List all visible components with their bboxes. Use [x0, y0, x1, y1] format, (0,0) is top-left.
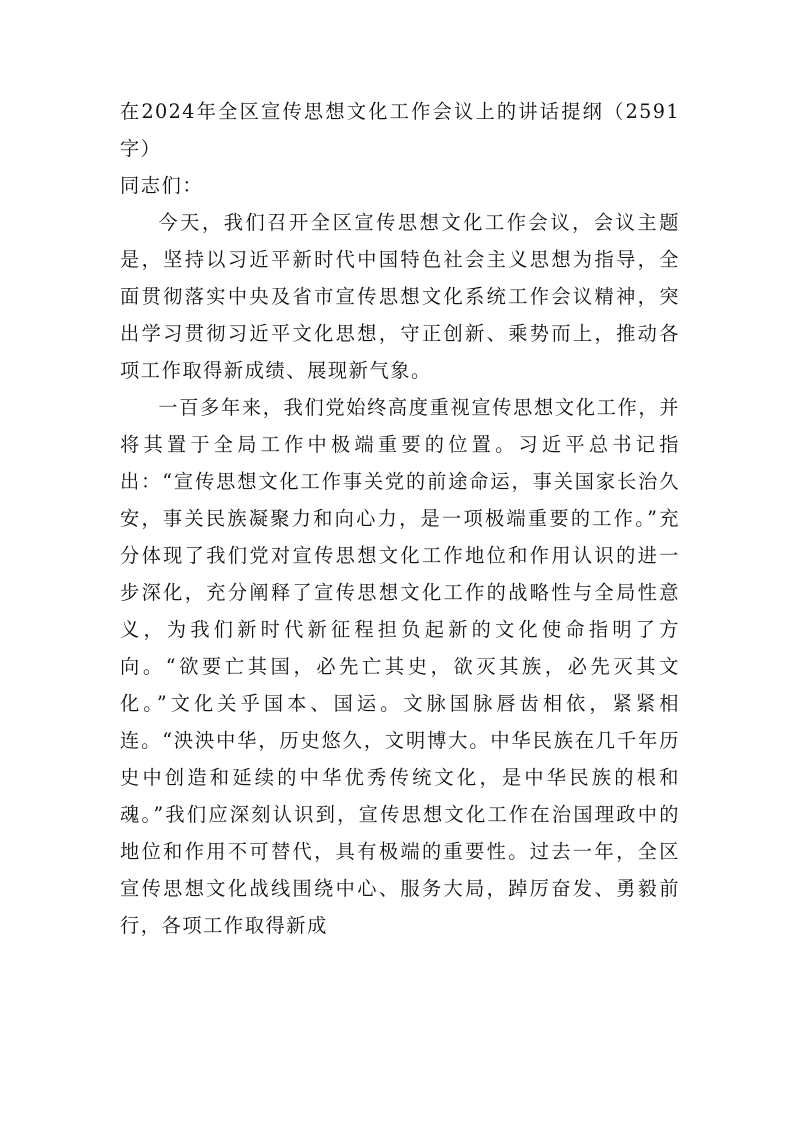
document-title: 在2024年全区宣传思想文化工作会议上的讲话提纲（2591字）	[120, 100, 680, 160]
document-body	[120, 93, 680, 944]
salutation: 同志们：	[120, 174, 204, 197]
paragraph-1: 今天，我们召开全区宣传思想文化工作会议，会议主题是，坚持以习近平新时代中国特色社会主义思想为指导，全面贯彻落实中央及省市宣传思想文化系统工作会议精神，突出学习贯彻习近平文化思想，守正创新、乘势而上，推动各项工作取得新成绩、展现新气象。	[120, 211, 680, 382]
paragraph-2: 一百多年来，我们党始终高度重视宣传思想文化工作，并将其置于全局工作中极端重要的位置。习近平总书记指出：“宣传思想文化工作事关党的前途命运，事关国家长治久安，事关民族凝聚力和向心力，是一项极端重要的工作。”充分体现了我们党对宣传思想文化工作地位和作用认识的进一步深化，充分阐释了宣传思想文化工作的战略性与全局性意义，为我们新时代新征程担负起新的文化使命指明了方向。“欲要亡其国，必先亡其史，欲灭其族，必先灭其文化。”文化关乎国本、国运。文脉国脉唇齿相依，紧紧相连。“泱泱中华，历史悠久，文明博大。中华民族在几千年历史中创造和延续的中华优秀传统文化，是中华民族的根和魂。”我们应深刻认识到，宣传思想文化工作在治国理政中的地位和作用不可替代，具有极端的重要性。过去一年，全区宣传思想文化战线围绕中心、服务大局，踔厉奋发、勇毅前行，各项工作取得新成	[120, 396, 680, 937]
